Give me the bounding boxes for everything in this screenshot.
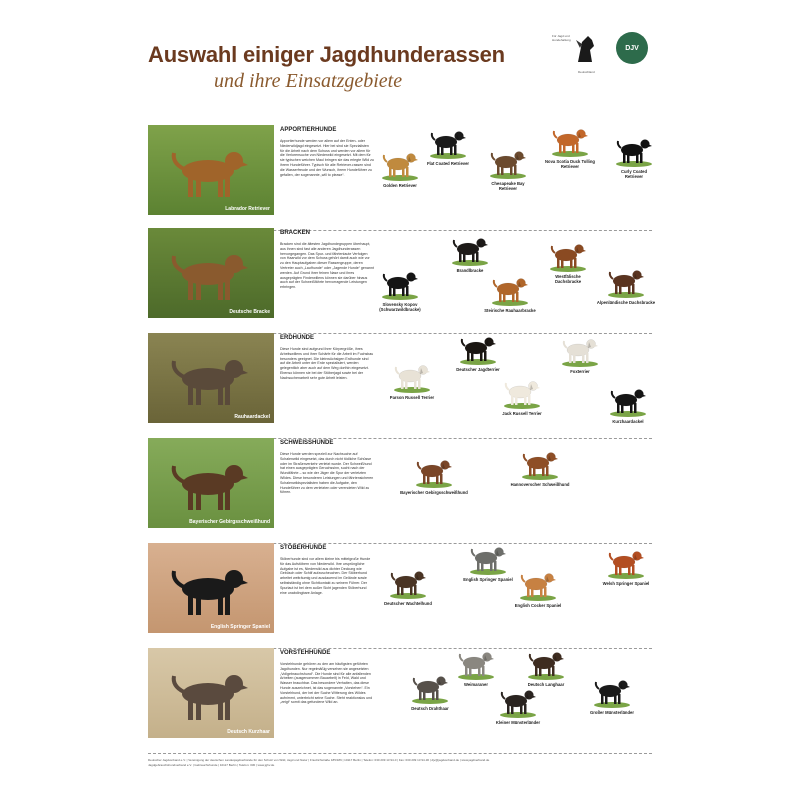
dog-breed-label: English Springer Spaniel bbox=[463, 577, 513, 582]
dog-breed-card bbox=[510, 448, 570, 487]
grass-patch bbox=[500, 712, 536, 718]
poster bbox=[140, 20, 660, 780]
breed-dog-icon bbox=[428, 127, 468, 159]
grass-patch bbox=[550, 266, 586, 272]
grass-patch bbox=[562, 361, 598, 367]
section-schweisshunde bbox=[148, 438, 652, 538]
breed-dog-icon bbox=[498, 686, 538, 718]
photo-caption: Deutsche Bracke bbox=[229, 309, 270, 315]
section-heading: VORSTEHHUNDE bbox=[280, 650, 331, 656]
grass-patch bbox=[382, 294, 418, 300]
section-photo-image bbox=[148, 228, 274, 318]
dog-breed-card bbox=[614, 135, 654, 179]
grass-patch bbox=[412, 698, 448, 704]
section-description: Stöberhunde sind vor allem kleine bis mittelgroße Hunde für das Aufstöbern von Niederwild. Ihre ursprüngliche Aufgabe ist es, Niederwild aus dichter Deckung wie Gebüsch oder Schilf aufzuscheuchen. Der Stöberhund arbeitet weiträumig und ausdauernd im Gelände sowie selbstständig ohne Sichtkontakt zu seinem Führer. Der Spurlaut ist bei dem außer Sicht jagenden Stöberhund eine unabdingbare Anlage. bbox=[280, 557, 371, 595]
breed-dog-icon bbox=[488, 147, 528, 179]
page-title: Auswahl einiger Jagdhunderassen bbox=[148, 42, 505, 67]
grass-patch bbox=[416, 482, 452, 488]
breed-dog-icon bbox=[520, 448, 560, 480]
dog-breed-label: Hannoverscher Schweißhund bbox=[510, 482, 570, 487]
photo-caption: English Springer Spaniel bbox=[210, 624, 270, 630]
section-stöberhunde bbox=[148, 543, 652, 643]
dog-breed-card bbox=[502, 377, 542, 416]
grass-patch bbox=[522, 474, 558, 480]
dog-breed-label: Deutscher Wachtelhund bbox=[384, 601, 432, 606]
breed-dog-icon bbox=[606, 547, 646, 579]
grass-patch bbox=[610, 411, 646, 417]
djv-logo-text: DJV bbox=[625, 44, 639, 52]
section-photo bbox=[148, 125, 274, 215]
dog-breed-card bbox=[545, 125, 595, 169]
dog-breed-label: Welsh Springer Spaniel bbox=[602, 581, 650, 586]
dog-breed-label: Chesapeake Bay Retriever bbox=[491, 181, 525, 191]
section-heading: STÖBERHUNDE bbox=[280, 545, 327, 551]
dog-breed-label: Westfälische Dachsbracke bbox=[554, 274, 582, 284]
section-photo bbox=[148, 333, 274, 423]
section-heading: APPORTIERHUNDE bbox=[280, 127, 337, 133]
dog-breed-label: Deutscher Jagdterrier bbox=[456, 367, 500, 372]
grass-patch bbox=[616, 161, 652, 167]
dog-breed-label: Parson Russell Terrier bbox=[389, 395, 435, 400]
dog-breed-label: Kurzhaardackel bbox=[612, 419, 644, 424]
dog-breed-label: Steirische Rauhaarbracke bbox=[484, 308, 536, 313]
djv-logo bbox=[616, 32, 648, 64]
dog-breed-label: Slovensky Kopov (Schwarzwildbracke) bbox=[379, 302, 421, 312]
dog-breed-card bbox=[463, 543, 513, 582]
photo-caption: Rauhaardackel bbox=[234, 414, 270, 420]
breed-dog-icon bbox=[456, 648, 496, 680]
page-subtitle: und ihre Einsatzgebiete bbox=[214, 70, 403, 92]
section-photo-image bbox=[148, 125, 274, 215]
breed-dog-icon bbox=[410, 672, 450, 704]
dog-breed-card bbox=[456, 648, 496, 687]
section-apportierhunde bbox=[148, 125, 652, 225]
breed-dog-icon bbox=[550, 125, 590, 157]
breed-dog-icon bbox=[458, 333, 498, 365]
dog-breed-card bbox=[514, 569, 562, 608]
section-photo-image bbox=[148, 333, 274, 423]
dog-breed-card bbox=[484, 274, 536, 313]
section-photo bbox=[148, 438, 274, 528]
dog-breed-card bbox=[389, 361, 435, 400]
breed-dog-icon bbox=[468, 543, 508, 575]
dog-breed-label: Jack Russell Terrier bbox=[502, 411, 542, 416]
association-logo-text2: Deutschland bbox=[578, 70, 595, 74]
dog-breed-card bbox=[400, 456, 468, 495]
section-heading: ERDHUNDE bbox=[280, 335, 315, 341]
breed-dog-icon bbox=[392, 361, 432, 393]
section-description: Diese Hunde werden speziell zur Nachsuche auf Schalenwild eingesetzt, das durch nicht tödliche Schüsse oder im Straßenverkehr verletzt wurde. Der Schweißhund hat einen ausgeprägten Geruchssinn, sucht nach der Wundfährte – so wie der Jäger die Spur der verletzten Wildes. Diese besonderen Leistungen und fährtensicheren Schalenwildspezialisten haben die Aufgabe, den Hundeführer zu dem verletzten oder verendeten Wild zu führen. bbox=[280, 452, 374, 495]
section-description: Diese Hunde sind aufgrund ihrer Körpergröße, ihres Arbeitswillens und ihrer Schärfe für die Arbeit im Fuchsbau besonders geeignet. Die kleinwüchsigen Erdhunde sind auf die Arbeit unter der Erde spezialisiert, werden gelegentlich aber auch auf dem Weg dorthin eingesetzt. Ebenso können sie bei der Stöberjagd sowie bei der Nachsuchenarbeit sehr gute Arbeit leisten. bbox=[280, 347, 374, 380]
footer bbox=[148, 758, 652, 768]
grass-patch bbox=[490, 173, 526, 179]
dog-breed-card bbox=[450, 234, 490, 273]
section-photo bbox=[148, 543, 274, 633]
dog-breed-label: Golden Retriever bbox=[383, 183, 417, 188]
breed-dog-icon bbox=[606, 266, 646, 298]
section-heading: BRACKEN bbox=[280, 230, 310, 236]
breed-dog-icon bbox=[608, 385, 648, 417]
breed-dog-icon bbox=[380, 268, 420, 300]
association-logo-text: Für Jagd und Hundehaltung bbox=[552, 34, 571, 42]
dog-breed-label: Alpenländische Dachsbracke bbox=[596, 300, 656, 305]
dog-breed-card bbox=[379, 268, 421, 312]
footer-line-2: Jagdgebrauchshundverband e.V. | Gebrauchshunde | 10117 Berlin | Telefon: 030 | www.jghv.de bbox=[148, 763, 275, 767]
breed-dog-icon bbox=[526, 648, 566, 680]
dog-breed-label: Brandlbracke bbox=[456, 268, 484, 273]
dog-breed-label: Deutsch Drahthaar bbox=[411, 706, 449, 711]
dog-breed-label: Flat Coated Retriever bbox=[426, 161, 470, 166]
dog-breed-card bbox=[495, 686, 541, 725]
dog-breed-card bbox=[602, 547, 650, 586]
section-vorstehhunde bbox=[148, 648, 652, 748]
dog-breed-label: Nova Scotia Duck Tolling Retriever bbox=[545, 159, 595, 169]
breed-dog-icon bbox=[614, 135, 654, 167]
dog-breed-card bbox=[526, 648, 566, 687]
dog-breed-card bbox=[548, 240, 588, 284]
dog-breed-card bbox=[590, 676, 634, 715]
dog-breed-card bbox=[560, 335, 600, 374]
photo-caption: Bayerischer Gebirgsschweißhund bbox=[189, 519, 270, 525]
section-photo bbox=[148, 228, 274, 318]
grass-patch bbox=[452, 260, 488, 266]
breed-dog-icon bbox=[560, 335, 600, 367]
breed-dog-icon bbox=[490, 274, 530, 306]
grass-patch bbox=[470, 569, 506, 575]
photo-caption: Deutsch Kurzhaar bbox=[227, 729, 270, 735]
dog-breed-card bbox=[456, 333, 500, 372]
grass-patch bbox=[608, 292, 644, 298]
dog-breed-label: Weimaraner bbox=[464, 682, 488, 687]
dog-breed-card bbox=[596, 266, 656, 305]
dog-breed-card bbox=[608, 385, 648, 424]
section-erdhunde bbox=[148, 333, 652, 433]
dog-breed-label: English Cocker Spaniel bbox=[514, 603, 562, 608]
breed-dog-icon bbox=[450, 234, 490, 266]
section-photo bbox=[148, 648, 274, 738]
grass-patch bbox=[594, 702, 630, 708]
photo-caption: Labrador Retriever bbox=[225, 206, 270, 212]
dog-breed-label: Kleiner Münsterländer bbox=[495, 720, 541, 725]
breed-dog-icon bbox=[414, 456, 454, 488]
grass-patch bbox=[492, 300, 528, 306]
dog-breed-label: Foxterrier bbox=[570, 369, 590, 374]
breed-dog-icon bbox=[388, 567, 428, 599]
grass-patch bbox=[528, 674, 564, 680]
dog-breed-label: Bayerischer Gebirgsschweißhund bbox=[400, 490, 468, 495]
breed-dog-icon bbox=[592, 676, 632, 708]
dog-breed-label: Großer Münsterländer bbox=[590, 710, 634, 715]
section-description: Vorstehhunde gehören zu den am häufigsten geführten Jagdhunden. Nur regelmäßig versehen sie angesetzten „Vollgebrauchshund“. Die Hunde sind für alle anfallenden Arbeiten (ausgenommen Bauarbeit) in Feld, Wald und Wasser brauchbar. Das besondere Verhalten, das diese Hunde auszeichnet, ist das sogenannte „Vorstehen“. Ein Vorstehhund, der bei der Suche Witterung des Wildes aufnimmt, unterbricht seine Suche. Steht reaktionslos und „zeigt“ somit das gefundene Wild an. bbox=[280, 662, 373, 705]
grass-patch bbox=[504, 403, 540, 409]
grass-patch bbox=[390, 593, 426, 599]
grass-patch bbox=[382, 175, 418, 181]
section-bracken bbox=[148, 228, 656, 328]
section-heading: SCHWEISSHUNDE bbox=[280, 440, 334, 446]
grass-patch bbox=[520, 595, 556, 601]
dog-breed-label: Curly Coated Retriever bbox=[620, 169, 648, 179]
section-description: Apportierhunde werden vor allem auf der Enten- oder Niederwildjagd eingesetzt. Hier bei sind sie Spezialisten für die Arbeit nach dem Schuss und werden vor allem für die Verlorensuche von Niederwild eingesetzt. Mit dem für sie typischen weichen Maul bringen sie das erlegte Wild zu ihrem Hundeführer. Typisch für alle Retriever-rassen sind die Wasserfreude und der Wunsch, ihrem Hundeführer zu gefallen, der sogenannte „will to please“. bbox=[280, 139, 374, 177]
grass-patch bbox=[460, 359, 496, 365]
footer-line-1: Deutscher Jagdverband e.V. | Vereinigung der deutschen Landesjagdverbände für den Schutz von Wild, Jagd und Natur | Friedrichstraße 185/186 | 10117 Berlin | Telefon: 030 209 13 94-0 | Fax: 030 209 13 94-30 | djv@jagdverband.de | www.jagdverband.de bbox=[148, 758, 490, 762]
section-photo-image bbox=[148, 543, 274, 633]
section-description: Bracken sind die ältesten Jagdhundegruppen überhaupt, aus ihnen sind fast alle anderen Jagdhunderassen hervorgegangen. Das Spur- und fährtenlaute Verfolgen von Haarwild vor dem Schuss gehört damit auch wie vor zu den Hauptaufgaben dieser Rassengruppe, deren Vertreter auch „Laufhunde“ oder „Jagende Hunde“ genannt werden. Auf Grund ihrer feinen Nase und ihres ausgeprägten Finderwillens können sie darüber hinaus auch auf der Schweißfährte hervorragende Leistungen erbringen. bbox=[280, 242, 374, 290]
grass-patch bbox=[608, 573, 644, 579]
section-photo-image bbox=[148, 648, 274, 738]
dog-breed-card bbox=[384, 567, 432, 606]
breed-dog-icon bbox=[518, 569, 558, 601]
breed-dog-icon bbox=[548, 240, 588, 272]
dog-breed-card bbox=[488, 147, 528, 191]
dog-breed-card bbox=[426, 127, 470, 166]
grass-patch bbox=[552, 151, 588, 157]
grass-patch bbox=[458, 674, 494, 680]
dog-breed-card bbox=[410, 672, 450, 711]
grass-patch bbox=[430, 153, 466, 159]
section-divider bbox=[148, 753, 652, 754]
grass-patch bbox=[394, 387, 430, 393]
dog-breed-label: Deutsch Langhaar bbox=[527, 682, 565, 687]
section-photo-image bbox=[148, 438, 274, 528]
breed-dog-icon bbox=[502, 377, 542, 409]
association-logo bbox=[552, 32, 608, 74]
